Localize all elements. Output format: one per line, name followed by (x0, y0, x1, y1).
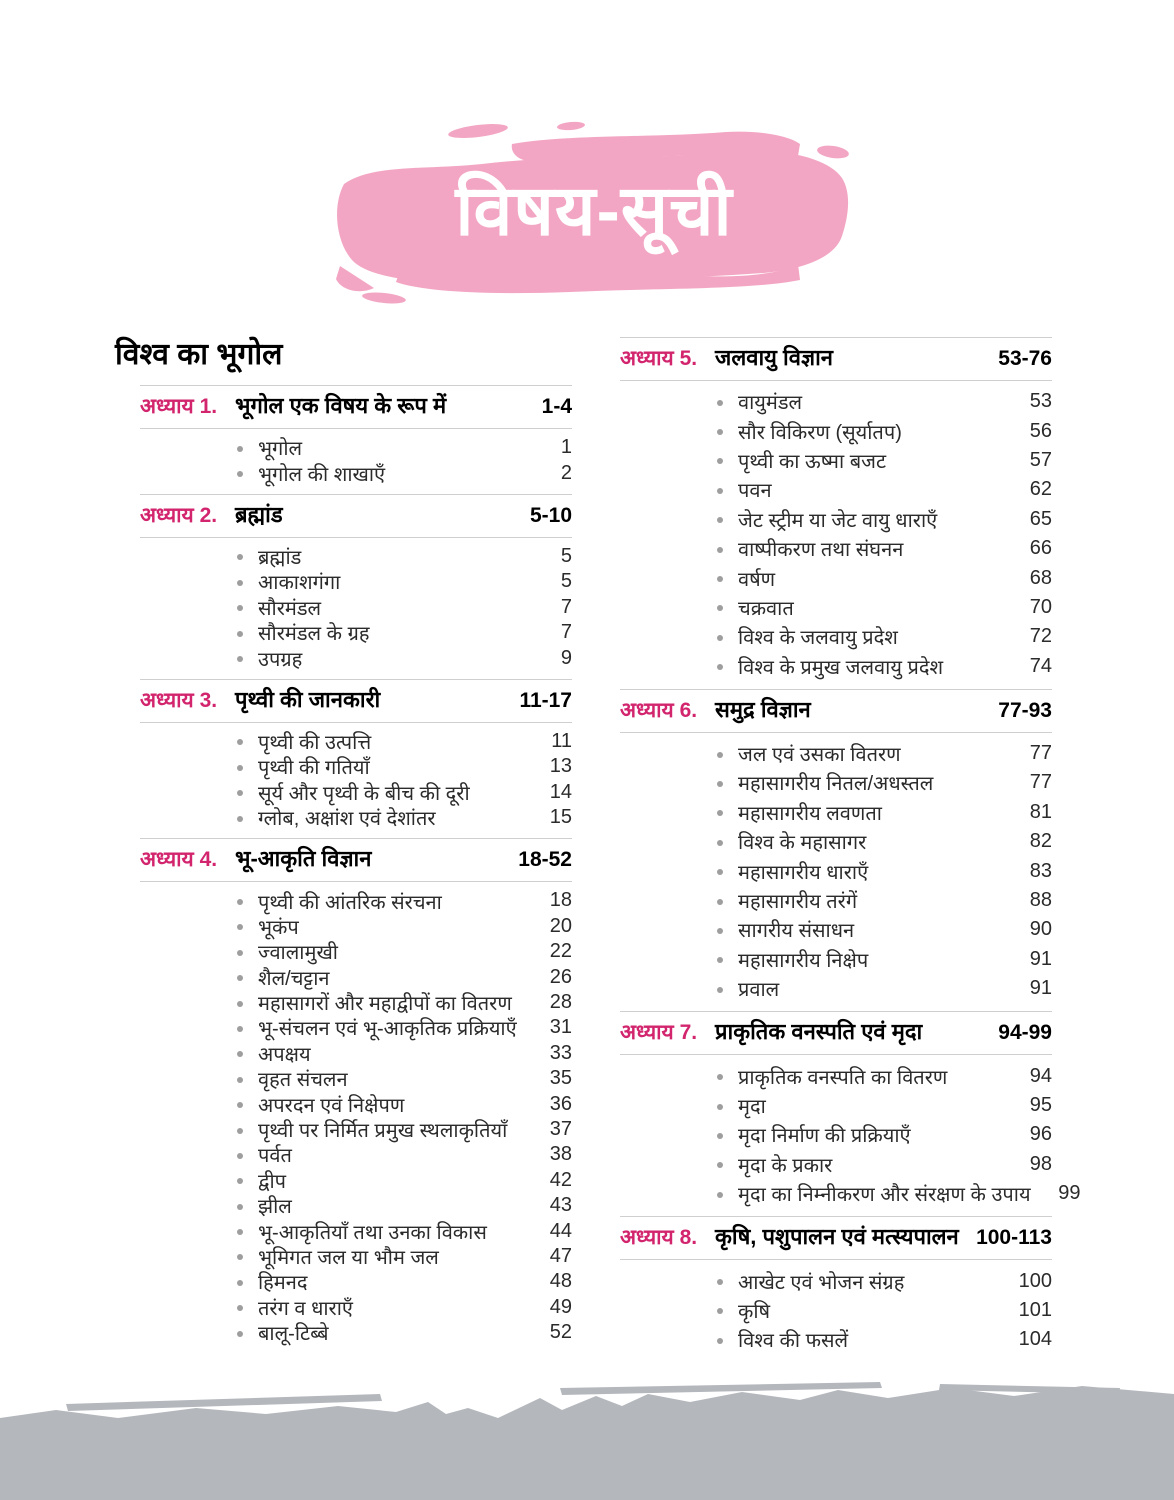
toc-item-page: 7 (560, 621, 572, 644)
chapter-title: जलवायु विज्ञान (715, 345, 833, 370)
toc-item-page: 83 (1029, 859, 1052, 882)
chapter-items (620, 1061, 1081, 1208)
section-heading: विश्व का भूगोल (115, 338, 283, 371)
toc-item-page: 49 (549, 1295, 572, 1318)
toc-item-title: पृथ्वी की उत्पत्ति (258, 731, 372, 754)
toc-item-title: अपक्षय (258, 1043, 311, 1066)
chapter-title: पृथ्वी की जानकारी (235, 686, 381, 712)
bullet-icon (237, 554, 243, 560)
chapter-page-range: 100-113 (976, 1226, 1052, 1250)
toc-item (620, 534, 1052, 563)
toc-item (140, 1269, 572, 1294)
toc-item-title: भू-आकृतियाँ तथा उनका विकास (258, 1221, 487, 1244)
toc-item-page: 31 (549, 1016, 572, 1039)
toc-item (140, 1066, 572, 1091)
toc-item-page: 43 (549, 1194, 572, 1217)
toc-item (620, 1120, 1052, 1149)
toc-item-page: 35 (549, 1067, 572, 1090)
chapter-header (140, 494, 572, 538)
toc-item-title: प्राकृतिक वनस्पति का वितरण (738, 1066, 948, 1089)
chapter-list-left (140, 385, 572, 1353)
bullet-icon (717, 1308, 723, 1314)
chapter-header (140, 385, 572, 429)
toc-item-title: द्वीप (258, 1170, 287, 1193)
toc-item-title: जल एवं उसका वितरण (738, 744, 901, 767)
bullet-icon (717, 488, 723, 494)
toc-item (620, 886, 1052, 915)
toc-item (620, 1179, 1081, 1208)
toc-item-page: 18 (549, 889, 572, 912)
toc-item-page: 72 (1029, 625, 1052, 648)
toc-item-title: सागरीय संसाधन (738, 920, 855, 943)
bullet-icon (237, 446, 243, 452)
toc-item-page: 2 (560, 461, 572, 484)
bullet-icon (237, 1178, 243, 1184)
bullet-icon (237, 605, 243, 611)
toc-item-title: पृथ्वी का ऊष्मा बजट (738, 450, 887, 473)
chapter-items (140, 544, 572, 671)
bullet-icon (237, 924, 243, 930)
toc-item-page: 37 (549, 1118, 572, 1140)
bullet-icon (717, 1133, 723, 1139)
chapter-block (620, 689, 1052, 1004)
toc-item (620, 416, 1052, 445)
toc-item-page: 5 (560, 544, 572, 567)
toc-item-title: सूर्य और पृथ्वी के बीच की दूरी (258, 782, 470, 805)
chapter-block (140, 838, 572, 1345)
chapter-block (140, 679, 572, 831)
chapter-page-range: 11-17 (519, 688, 572, 712)
toc-item-title: महासागरीय लवणता (738, 802, 882, 825)
chapter-label: अध्याय 6. (620, 698, 698, 722)
toc-item (620, 1061, 1052, 1090)
toc-item-page: 99 (1058, 1182, 1081, 1205)
bullet-icon (237, 471, 243, 477)
toc-item-title: भूकंप (258, 916, 299, 939)
chapter-header (620, 1216, 1052, 1260)
toc-item-title: वाष्पीकरण तथा संघनन (738, 539, 904, 562)
toc-item (620, 915, 1052, 944)
toc-item (140, 1168, 572, 1193)
toc-item-title: वायुमंडल (738, 392, 803, 415)
toc-item (620, 1325, 1052, 1354)
toc-item-page: 42 (549, 1168, 572, 1191)
bullet-icon (237, 631, 243, 637)
toc-item (140, 1295, 572, 1320)
bullet-icon (237, 1051, 243, 1057)
chapter-label: अध्याय 4. (140, 848, 218, 872)
chapter-header (620, 337, 1052, 381)
bullet-icon (237, 1026, 243, 1032)
toc-item (140, 1041, 572, 1066)
toc-item-title: सौरमंडल (258, 597, 322, 620)
toc-item-page: 11 (551, 729, 572, 752)
toc-item (620, 593, 1052, 622)
toc-item-page: 47 (549, 1244, 572, 1267)
toc-item-title: सौर विकिरण (सूर्यातप) (738, 421, 902, 444)
page-title-banner (328, 118, 860, 310)
toc-item-page: 5 (560, 570, 572, 593)
chapter-block (620, 1216, 1052, 1354)
toc-item (140, 544, 572, 569)
bullet-icon (717, 899, 723, 905)
toc-item-title: मृदा के प्रकार (738, 1154, 833, 1177)
toc-item-page: 38 (549, 1143, 572, 1166)
toc-item-page: 90 (1029, 918, 1052, 941)
chapter-title: भू-आकृति विज्ञान (235, 846, 372, 872)
toc-item-title: उपग्रह (258, 648, 303, 671)
toc-item-title: पर्वत (258, 1145, 292, 1168)
toc-item-page: 36 (549, 1092, 572, 1115)
toc-item (620, 974, 1052, 1003)
bullet-icon (717, 429, 723, 435)
toc-item (140, 1142, 572, 1167)
toc-item-title: आखेट एवं भोजन संग्रह (738, 1271, 905, 1294)
toc-item-title: भूगोल (258, 438, 303, 461)
toc-item-title: झील (258, 1196, 292, 1219)
toc-item-title: विश्व के जलवायु प्रदेश (738, 627, 898, 650)
toc-columns (115, 337, 1081, 1363)
chapter-items (620, 1266, 1052, 1354)
chapter-label: अध्याय 1. (140, 395, 218, 418)
chapter-label: अध्याय 8. (620, 1226, 698, 1250)
toc-item (140, 435, 572, 460)
toc-item (620, 1266, 1052, 1295)
toc-item-title: मृदा निर्माण की प्रक्रियाएँ (738, 1125, 911, 1148)
bullet-icon (717, 810, 723, 816)
toc-item (140, 460, 572, 485)
bullet-icon (717, 400, 723, 406)
chapter-block (620, 1011, 1081, 1208)
toc-item (620, 622, 1052, 651)
toc-item-title: महासागरीय नितल/अधस्तल (738, 773, 934, 796)
chapter-header (620, 689, 1052, 733)
toc-item-title: बालू-टिब्बे (258, 1323, 329, 1346)
toc-item (620, 387, 1052, 416)
toc-item-page: 56 (1029, 419, 1052, 442)
toc-item (140, 1117, 572, 1142)
bullet-icon (717, 1192, 723, 1198)
bullet-icon (717, 781, 723, 787)
bullet-icon (237, 975, 243, 981)
chapter-list-right (620, 337, 1081, 1363)
toc-item (140, 939, 572, 964)
bullet-icon (717, 1279, 723, 1285)
toc-item (620, 505, 1052, 534)
bullet-icon (717, 1338, 723, 1344)
chapter-header (620, 1011, 1052, 1055)
toc-item-title: आकाशगंगा (258, 572, 341, 595)
toc-item-page: 104 (1018, 1328, 1052, 1351)
chapter-page-range: 77-93 (998, 698, 1052, 722)
bullet-icon (237, 1128, 243, 1134)
chapter-title: कृषि, पशुपालन एवं मत्स्यपालन (715, 1224, 959, 1250)
bullet-icon (717, 605, 723, 611)
toc-item (620, 446, 1052, 475)
toc-item-page: 33 (549, 1041, 572, 1064)
bullet-icon (237, 1254, 243, 1260)
chapter-items (620, 739, 1052, 1004)
toc-item-title: चक्रवात (738, 597, 794, 620)
toc-item-page: 81 (1029, 800, 1052, 823)
toc-item-page: 13 (549, 755, 572, 778)
bullet-icon (717, 1074, 723, 1080)
toc-item-page: 53 (1029, 390, 1052, 413)
toc-item-title: वर्षण (738, 568, 776, 591)
toc-item-title: विश्व के महासागर (738, 832, 867, 855)
toc-item (620, 1150, 1052, 1179)
chapter-title: ब्रह्मांड (235, 501, 283, 527)
toc-item-page: 52 (549, 1321, 572, 1344)
bullet-icon (717, 840, 723, 846)
toc-item-title: पवन (738, 480, 772, 503)
bullet-icon (237, 1229, 243, 1235)
toc-item (620, 768, 1052, 797)
toc-item (140, 990, 572, 1015)
bullet-icon (717, 664, 723, 670)
bullet-icon (237, 1102, 243, 1108)
bullet-icon (717, 752, 723, 758)
toc-item-title: महासागरीय धाराएँ (738, 861, 869, 884)
toc-item-title: भूगोल की शाखाएँ (258, 463, 386, 486)
toc-item-page: 101 (1018, 1298, 1052, 1321)
bullet-icon (717, 1162, 723, 1168)
toc-item-title: शैल/चट्टान (258, 967, 330, 990)
chapter-label: अध्याय 5. (620, 347, 698, 370)
toc-item-title: ब्रह्मांड (258, 546, 302, 569)
toc-item (620, 739, 1052, 768)
toc-item (140, 1218, 572, 1243)
toc-item-page: 15 (549, 806, 572, 829)
toc-item (140, 595, 572, 620)
gray-brush-stroke (0, 1382, 1174, 1500)
toc-item-title: मृदा (738, 1096, 766, 1118)
toc-item-title: विश्व की फसलें (738, 1330, 849, 1353)
chapter-label: अध्याय 2. (140, 503, 218, 527)
toc-item-title: महासागरीय तरंगें (738, 891, 858, 914)
chapter-block (140, 385, 572, 486)
toc-item (140, 729, 572, 754)
toc-item (140, 569, 572, 594)
toc-item-page: 1 (560, 436, 572, 459)
toc-item-title: भू-संचलन एवं भू-आकृतिक प्रक्रियाएँ (258, 1018, 517, 1041)
toc-item-page: 20 (549, 914, 572, 937)
toc-item-title: तरंग व धाराएँ (258, 1297, 353, 1320)
toc-item (140, 914, 572, 939)
toc-item-title: मृदा का निम्नीकरण और संरक्षण के उपाय (738, 1184, 1031, 1207)
bullet-icon (237, 765, 243, 771)
toc-item-title: हिमनद (258, 1272, 308, 1295)
toc-item-page: 98 (1029, 1152, 1052, 1175)
bullet-icon (717, 869, 723, 875)
toc-item (620, 945, 1052, 974)
bullet-icon (237, 899, 243, 905)
toc-item-page: 66 (1029, 537, 1052, 560)
toc-item-title: प्रवाल (738, 979, 780, 1002)
chapter-header (140, 838, 572, 882)
toc-item (140, 1320, 572, 1345)
bullet-icon (717, 458, 723, 464)
chapter-label: अध्याय 7. (620, 1021, 698, 1045)
toc-item (140, 1015, 572, 1040)
bullet-icon (237, 790, 243, 796)
bullet-icon (717, 576, 723, 582)
chapter-page-range: 18-52 (518, 848, 572, 872)
toc-item-title: कृषि (738, 1300, 771, 1323)
bullet-icon (237, 656, 243, 662)
toc-item (140, 805, 572, 830)
toc-column-left (115, 337, 572, 1363)
toc-item-page: 9 (560, 646, 572, 669)
toc-item-page: 44 (549, 1219, 572, 1242)
chapter-items (140, 729, 572, 831)
toc-item-page: 22 (549, 940, 572, 963)
toc-item-page: 26 (549, 965, 572, 988)
toc-item-page: 77 (1029, 771, 1052, 794)
bullet-icon (717, 1104, 723, 1110)
toc-item (140, 964, 572, 989)
toc-item-page: 91 (1029, 947, 1052, 970)
bullet-icon (237, 1001, 243, 1007)
toc-item (140, 754, 572, 779)
toc-item-title: महासागरीय निक्षेप (738, 949, 869, 972)
chapter-page-range: 1-4 (541, 395, 572, 418)
toc-item-title: ग्लोब, अक्षांश एवं देशांतर (258, 808, 436, 831)
toc-item-title: पृथ्वी की गतियाँ (258, 757, 370, 780)
toc-item-title: पृथ्वी की आंतरिक संरचना (258, 891, 442, 914)
chapter-page-range: 5-10 (529, 503, 572, 527)
toc-item (620, 798, 1052, 827)
toc-item-page: 65 (1029, 507, 1052, 530)
bullet-icon (237, 1305, 243, 1311)
toc-item-page: 7 (560, 595, 572, 618)
chapter-label: अध्याय 3. (140, 688, 218, 712)
toc-item-title: भूमिगत जल या भौम जल (258, 1246, 439, 1269)
bullet-icon (237, 1204, 243, 1210)
chapter-block (620, 337, 1052, 681)
toc-item-title: जेट स्ट्रीम या जेट वायु धाराएँ (738, 509, 938, 532)
toc-item-page: 48 (549, 1270, 572, 1293)
toc-item (140, 1091, 572, 1116)
page-title: विषय-सूची (455, 171, 733, 250)
chapter-title: भूगोल एक विषय के रूप में (235, 393, 447, 418)
bullet-icon (237, 739, 243, 745)
toc-item (620, 1091, 1052, 1120)
toc-item-title: अपरदन एवं निक्षेपण (258, 1094, 405, 1117)
toc-item-title: ज्वालामुखी (258, 942, 338, 965)
bullet-icon (717, 635, 723, 641)
bullet-icon (237, 1331, 243, 1337)
bullet-icon (717, 547, 723, 553)
bullet-icon (237, 580, 243, 586)
toc-item-page: 96 (1029, 1123, 1052, 1146)
toc-item-page: 28 (549, 991, 572, 1014)
toc-item-page: 70 (1029, 595, 1052, 618)
toc-item-page: 91 (1029, 977, 1052, 1000)
chapter-block (140, 494, 572, 671)
bottom-decoration (0, 1382, 1174, 1500)
toc-item (140, 780, 572, 805)
toc-item (620, 827, 1052, 856)
chapter-header (140, 679, 572, 723)
toc-item-page: 14 (549, 780, 572, 803)
chapter-items (620, 387, 1052, 681)
toc-item-title: पृथ्वी पर निर्मित प्रमुख स्थलाकृतियाँ (258, 1120, 508, 1143)
toc-item (140, 645, 572, 670)
toc-item-page: 62 (1029, 478, 1052, 501)
toc-item-title: वृहत संचलन (258, 1069, 348, 1092)
toc-item-title: विश्व के प्रमुख जलवायु प्रदेश (738, 656, 944, 679)
bullet-icon (237, 1153, 243, 1159)
bullet-icon (237, 950, 243, 956)
bullet-icon (237, 1280, 243, 1286)
chapter-items (140, 888, 572, 1345)
toc-item-page: 88 (1029, 889, 1052, 912)
toc-item-page: 94 (1029, 1064, 1052, 1087)
toc-item (620, 475, 1052, 504)
chapter-title: प्राकृतिक वनस्पति एवं मृदा (715, 1019, 923, 1045)
toc-column-right (620, 337, 1081, 1363)
toc-item-page: 77 (1029, 742, 1052, 765)
bullet-icon (237, 1077, 243, 1083)
toc-item (620, 652, 1052, 681)
toc-item-title: महासागरों और महाद्वीपों का वितरण (258, 993, 512, 1016)
chapter-page-range: 53-76 (998, 347, 1052, 370)
bullet-icon (717, 928, 723, 934)
toc-item-page: 68 (1029, 566, 1052, 589)
chapter-page-range: 94-99 (998, 1021, 1052, 1045)
bullet-icon (717, 987, 723, 993)
toc-item-page: 100 (1018, 1269, 1052, 1292)
toc-item (140, 620, 572, 645)
bullet-icon (237, 816, 243, 822)
toc-item-page: 57 (1029, 448, 1052, 471)
toc-item (620, 856, 1052, 885)
toc-item-title: सौरमंडल के ग्रह (258, 623, 370, 646)
toc-item (620, 1296, 1052, 1325)
chapter-title: समुद्र विज्ञान (715, 696, 811, 722)
toc-item (140, 1244, 572, 1269)
toc-item (140, 888, 572, 913)
bullet-icon (717, 517, 723, 523)
toc-item-page: 74 (1029, 654, 1052, 677)
toc-item-page: 95 (1029, 1094, 1052, 1116)
toc-item-page: 82 (1029, 830, 1052, 853)
chapter-items (140, 435, 572, 486)
toc-item (140, 1193, 572, 1218)
bullet-icon (717, 957, 723, 963)
toc-item (620, 563, 1052, 592)
